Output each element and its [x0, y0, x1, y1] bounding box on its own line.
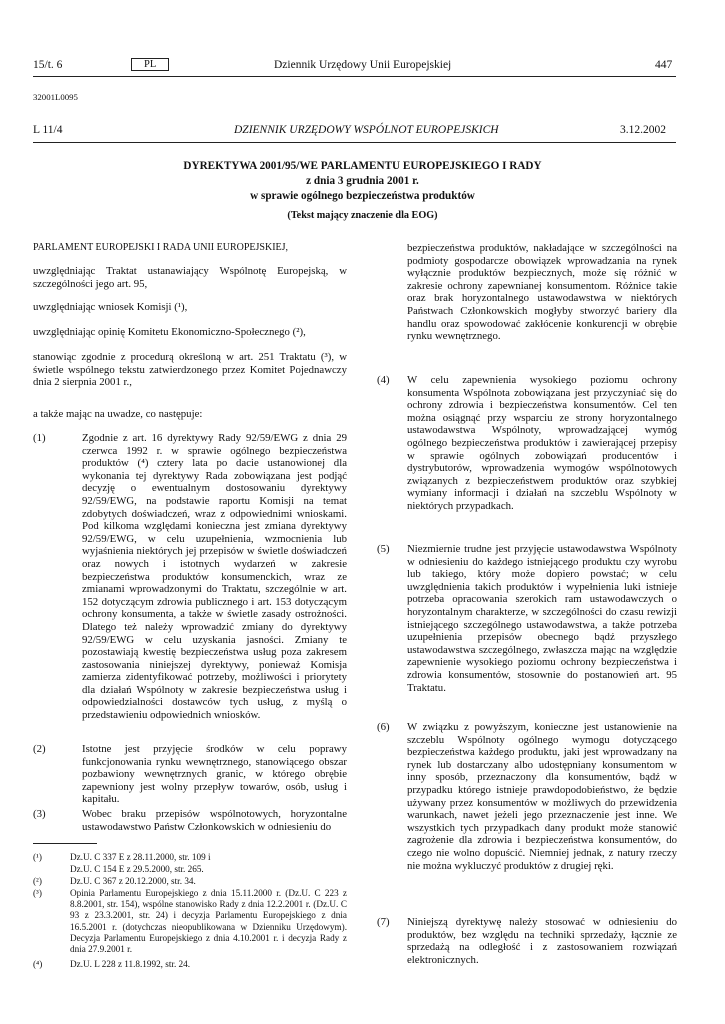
footnote-number: (²) — [33, 876, 42, 886]
header-rule — [33, 76, 676, 77]
footnote-4: Dz.U. L 228 z 11.8.1992, str. 24. — [70, 959, 191, 969]
recital-2: Istotne jest przyjęcie środków w celu poprawy funkcjonowania rynku wewnętrznego, stanowiącego obszar pozbawiony wewnętrznych granic, w którego obrębie zapewniony jest wolny przepływ towarów, osób, usług i kapitału. — [82, 743, 347, 806]
footnote-3: Opinia Parlamentu Europejskiego z dnia 15.11.2000 r. (Dz.U. C 223 z 8.8.2001, str. 154), wspólne stanowisko Rady z dnia 12.2.2001 r. (Dz.U. C 93 z 23.3.2001, str. 24) i decyzja Parlamentu Europejskiego z dnia 16.5.2001 r. (dotychczas nieopublikowana w Dzienniku Urzędowym). Decyzja Parlamentu Europejskiego z dnia 4.10.2001 r. i decyzja Rady z dnia 27.9.2001 r. — [70, 888, 347, 955]
header-journal-title: Dziennik Urzędowy Unii Europejskiej — [274, 59, 452, 71]
recital-number: (4) — [377, 374, 390, 386]
recital-number: (3) — [33, 808, 46, 820]
citation-commission-proposal: uwzględniając wniosek Komisji (¹), — [33, 301, 188, 313]
language-badge: PL — [131, 58, 169, 71]
document-title: DYREKTYWA 2001/95/WE PARLAMENTU EUROPEJSKIEGO I RADY — [183, 160, 542, 172]
celex-number: 32001L0095 — [33, 92, 78, 102]
footnote-2: Dz.U. C 367 z 20.12.2000, str. 34. — [70, 876, 196, 886]
recital-6: W związku z powyższym, konieczne jest ustanowienie na szczeblu Wspólnoty ogólnego wymogu dotyczącego bezpieczeństwa każdego produktu, jaki jest wprowadzany na rynek lub dostarczany albo udostępniany konsumentom w inny sposób, przeznaczony dla konsumentów, bądź w przypadku którego istnieje prawdopodobieństwo, że będzie używany przez konsumentów w możliwych do przewidzenia warunkach, nawet jeżeli jego przeznaczenie jest inne. We wszystkich tych przypadkach dany produkt może stanowić zagrożenie dla zdrowia i bezpieczeństwa konsumentów, do czego nie wolno dopuścić. Niemniej jednak, z natury rzeczy nie można wykluczyć produktów z drugiej ręki. — [407, 721, 677, 872]
document-subject: w sprawie ogólnego bezpieczeństwa produktów — [250, 190, 475, 202]
source-rule — [33, 142, 676, 143]
header-page-number: 447 — [655, 59, 673, 71]
footnote-1-continued: Dz.U. C 154 E z 29.5.2000, str. 265. — [70, 864, 204, 874]
whereas-intro: a także mając na uwadze, co następuje: — [33, 408, 203, 420]
recital-4: W celu zapewnienia wysokiego poziomu ochrony konsumenta Wspólnota zobowiązana jest przyczyniać się do ochrony zdrowia i bezpieczeństwa konsumentów. Cel ten można osiągnąć przy wsparciu ze strony horyzontalnego ustawodawstwa Wspólnoty, wprowadzającej wymóg ogólnego bezpieczeństwa produktów i zawierającej przepisy w sprawie ogólnych zobowiązań producentów i dystrybutorów, wprowadzenia wymogów wspólnotowych związanych z bezpieczeństwem produktów oraz szybkiej wymiany informacji i działań na szczeblu Wspólnoty w niektórych przypadkach. — [407, 374, 677, 512]
source-reference: L 11/4 — [33, 124, 63, 136]
footnote-1: Dz.U. C 337 E z 28.11.2000, str. 109 i — [70, 852, 211, 862]
recital-number: (6) — [377, 721, 390, 733]
citation-procedure: stanowiąc zgodnie z procedurą określoną w art. 251 Traktatu (³), w świetle wspólnego tekstu zatwierdzonego przez Komitet Pojednawczy dnia 2 sierpnia 2001 r., — [33, 351, 347, 389]
footnote-number: (³) — [33, 888, 42, 898]
recital-7: Niniejszą dyrektywę należy stosować w odniesieniu do produktów, bez względu na techniki sprzedaży, łącznie ze sprzedażą na odległość i z zastosowaniem rozwiązań elektronicznych. — [407, 916, 677, 966]
footnote-number: (¹) — [33, 852, 42, 862]
recital-5: Niezmiernie trudne jest przyjęcie ustawodawstwa Wspólnoty w odniesieniu do każdego istniejącego produktu czy wyrobu lub takiego, który może dopiero powstać; w celu uwzględnienia takich produktów i wypełnienia luki istnieje potrzeba opracowania szerokich ram ustawodawczych o horyzontalnym charakterze, w szczególności do czasu rewizji istniejącego szczególnego ustawodawstwa, a także potrzeba uzupełnienia przepisów obecnego bądź przyszłego ustawodawstwa szczególnego, zwłaszcza mając na względzie zapewnienie wysokiego poziomu ochrony bezpieczeństwa i zdrowia konsumentów, stosownie do postanowień art. 95 Traktatu. — [407, 543, 677, 694]
recital-number: (7) — [377, 916, 390, 928]
recital-number: (2) — [33, 743, 46, 755]
eea-relevance-note: (Tekst mający znaczenie dla EOG) — [287, 210, 438, 221]
preamble-intro: PARLAMENT EUROPEJSKI I RADA UNII EUROPEJSKIEJ, — [33, 242, 289, 253]
footnote-separator — [33, 843, 97, 844]
citation-esc-opinion: uwzględniając opinię Komitetu Ekonomiczno-Społecznego (²), — [33, 326, 306, 338]
recital-3-continued: bezpieczeństwa produktów, nakładające w szczególności na podmioty gospodarcze obowiązek wprowadzania na rynek wyłącznie produktów bezpiecznych, może się różnić w zakresie ochrony zapewnianej konsumentom. Różnice takie oraz brak horyzontalnego ustawodawstwa w niektórych Państwach Członkowskich mogłyby stworzyć bariery dla handlu oraz spowodować zakłócenie konkurencji w obrębie rynku wewnętrznego. — [407, 242, 677, 343]
header-page-ref: 15/t. 6 — [33, 59, 63, 71]
document-date: z dnia 3 grudnia 2001 r. — [306, 175, 419, 187]
footnote-number: (⁴) — [33, 959, 43, 969]
source-journal: DZIENNIK URZĘDOWY WSPÓLNOT EUROPEJSKICH — [234, 124, 499, 136]
recital-number: (1) — [33, 432, 46, 444]
citation-treaty: uwzględniając Traktat ustanawiający Wspólnotę Europejską, w szczególności jego art. 95, — [33, 265, 347, 290]
recital-3: Wobec braku przepisów wspólnotowych, horyzontalne ustawodawstwo Państw Członkowskich w odniesieniu do — [82, 808, 347, 833]
recital-number: (5) — [377, 543, 390, 555]
source-date: 3.12.2002 — [620, 124, 666, 136]
recital-1: Zgodnie z art. 16 dyrektywy Rady 92/59/EWG z dnia 29 czerwca 1992 r. w sprawie ogólnego bezpieczeństwa produktów (⁴) cztery lata po dacie ustanowionej dla wykonania tej dyrektywy Rada zobowiązana jest podjąć decyzję o ewentualnym dostosowaniu dyrektywy 92/59/EWG, na podstawie raportu Komisji na temat zdobytych doświadczeń, wraz z odpowiednimi wnioskami. Pod kilkoma względami konieczna jest zmiana dyrektywy 92/59/EWG, w celu uzupełnienia, wzmocnienia lub wyjaśnienia niektórych jej przepisów w świetle doświadczeń oraz nowych i istotnych wydarzeń w zakresie bezpieczeństwa produktów konsumenckich, wraz ze zmianami wprowadzonymi do Traktatu, szczególnie w art. 152 dotyczącym zdrowia publicznego i art. 153 dotyczącym ochrony konsumenta, a także w świetle zasady ostrożności. Dlatego też należy wprowadzić zmiany do dyrektywy 92/59/EWG w celu uzyskania jasności. Zmiany te pozostawiają kwestię bezpieczeństwa usług poza zakresem zastosowania niniejszej dyrektywy, ponieważ Komisja zamierza zidentyfikować potrzeby, możliwości i priorytety dla działań Wspólnoty w zakresie bezpieczeństwa usług i odpowiedzialności dostawców tych usług, z myślą o przedstawieniu odpowiednich wniosków. — [82, 432, 347, 722]
